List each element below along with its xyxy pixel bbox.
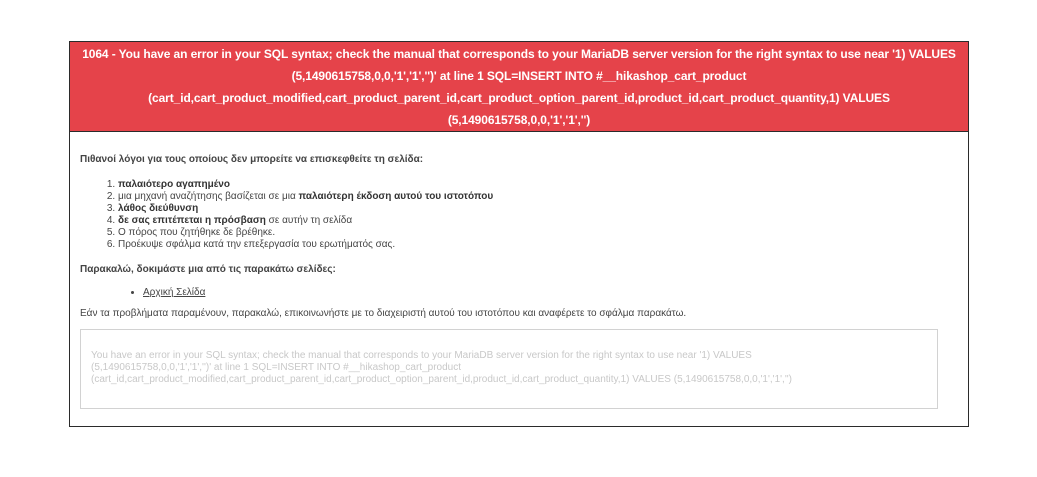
reason-bold: λάθος διεύθυνση [118,203,199,214]
error-box-line: You have an error in your SQL syntax; check the manual that corresponds to your MariaDB server version for the right syntax to use near '1) VALUES [91,350,752,361]
reason-bold: δε σας επιτέπεται η πρόσβαση [118,215,266,226]
reason-text: σε αυτήν τη σελίδα [265,215,353,226]
reason-text: Ο πόρος που ζητήθηκε δε βρέθηκε. [118,227,276,238]
error-header-line: (cart_id,cart_product_modified,cart_product_parent_id,cart_product_option_parent_id,product_id,cart_product_quantity,1) VALUES [148,91,890,105]
link-item [143,287,958,298]
try-pages-heading: Παρακαλώ, δοκιμάστε μια από τις παρακάτω σελίδες: [80,264,336,275]
reason-text: μια μηχανή αναζήτησης βασίζεται σε μια [118,191,299,202]
reason-item [118,203,958,215]
error-page-container [69,41,969,427]
home-page-link[interactable]: Αρχική Σελίδα [143,287,206,298]
reason-item [118,239,958,251]
reason-item [118,227,958,239]
error-box-line: (cart_id,cart_product_modified,cart_product_parent_id,cart_product_option_parent_id,product_id,cart_product_quantity,1) VALUES (5,1490615758,0,0,'1','1','') [91,374,792,385]
error-header-line: (5,1490615758,0,0,'1','1','')' at line 1 SQL=INSERT INTO #__hikashop_cart_product [291,69,747,83]
reason-bold: παλαιότερο αγαπημένο [118,179,230,190]
error-box-line: (5,1490615758,0,0,'1','1','')' at line 1 SQL=INSERT INTO #__hikashop_cart_product [91,362,461,373]
contact-admin-text: Εάν τα προβλήματα παραμένουν, παρακαλώ, επικοινωνήστε με το διαχειριστή αυτού του ιστοτόπου και αναφέρετε το σφάλμα παρακάτω. [80,308,687,319]
error-body [70,154,968,319]
reasons-list [80,179,958,251]
reasons-intro: Πιθανοί λόγοι για τους οποίους δεν μπορείτε να επισκεφθείτε τη σελίδα: [80,154,424,165]
error-message-box [80,329,938,409]
error-header-line: (5,1490615758,0,0,'1','1','') [447,113,591,127]
reason-item [118,215,958,227]
reason-item [118,179,958,191]
error-header [70,42,968,132]
error-header-line: 1064 - You have an error in your SQL syntax; check the manual that corresponds to your MariaDB server version for the right syntax to use near '1) VALUES [82,47,956,61]
reason-text: Προέκυψε σφάλμα κατά την επεξεργασία του ερωτήματός σας. [118,239,396,250]
reason-bold: παλαιότερη έκδοση αυτού του ιστοτόπου [298,191,494,202]
suggested-links [80,287,958,298]
reason-item [118,191,958,203]
